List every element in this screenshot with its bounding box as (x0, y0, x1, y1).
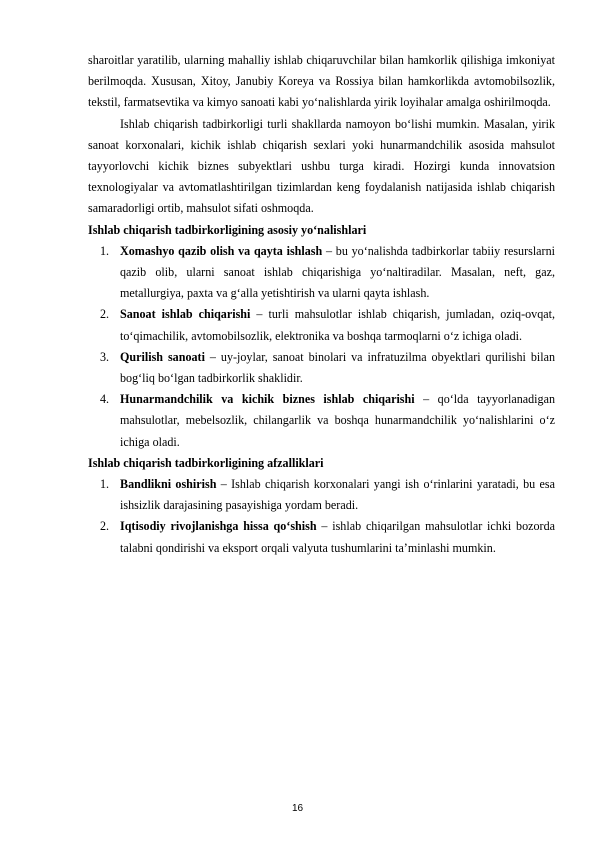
list-item (88, 304, 555, 346)
list-item (88, 474, 555, 516)
list-item-text: – uy-joylar, sanoat binolari va infratuzilma obyektlari qurilishi bilan bog‘liq bo‘lgan tadbirkorlik shaklidir. (120, 349, 555, 386)
list-item-term: Qurilish sanoati (120, 349, 205, 364)
list-item-term: Bandlikni oshirish (120, 477, 217, 492)
list-item (88, 389, 555, 453)
document-page (88, 50, 555, 559)
list-item-text: – bu yo‘nalishda tadbirkorlar tabiiy resurslarni qazib olib, ularni sanoat ishlab chiqarishiga yo‘naltiradilar. Masalan, neft, gaz, metallurgiya, paxta va g‘alla yetishtirish va ularni qayta ishlash. (120, 243, 555, 301)
list-item-term: Iqtisodiy rivojlanishga hissa qo‘shish (120, 519, 317, 534)
list-item (88, 347, 555, 389)
list-item-number: 2. (100, 307, 110, 322)
list-item-text: – Ishlab chiqarish korxonalari yangi ish o‘rinlarini yaratadi, bu esa ishsizlik darajasining pasayishiga yordam beradi. (120, 477, 555, 513)
paragraph-continuation: sharoitlar yaratilib, ularning mahalliy ishlab chiqaruvchilar bilan hamkorlik qilishiga imkoniyat berilmoqda. Xususan, Xitoy, Janubiy Koreya va Rossiya bilan hamkorlikda avtomobilsozlik, tekstil, farmatsevtika va kimyo sanoati kabi yo‘nalishlarda yirik loyihalar amalga oshirilmoqda. (88, 53, 555, 110)
list-item-number: 3. (100, 349, 110, 364)
section-heading-main-directions: Ishlab chiqarish tadbirkorligining asosiy yo‘nalishlari (88, 222, 367, 237)
paragraph-production-forms: Ishlab chiqarish tadbirkorligi turli shakllarda namoyon bo‘lishi mumkin. Masalan, yirik sanoat korxonalari, kichik ishlab chiqarish sexlari yoki hunarmandchilik asosida mahsulot tayyorlovchi kichik biznes subyektlari ushbu turga kiradi. Hozirgi kunda innovatsion texnologiyalar va avtomatlashtirilgan tizimlardan keng foydalanish natijasida ishlab chiqarish samaradorligi ortib, mahsulot sifati oshmoqda. (88, 116, 555, 216)
list-item (88, 241, 555, 305)
list-item-number: 1. (100, 477, 110, 492)
list-item-term: Sanoat ishlab chiqarishi (120, 307, 251, 322)
list-item-number: 2. (100, 519, 110, 534)
list-item-text: – turli mahsulotlar ishlab chiqarish, jumladan, oziq-ovqat, to‘qimachilik, avtomobilsozlik, elektronika va boshqa tarmoqlarni o‘z ichiga oladi. (120, 307, 555, 343)
advantages-list (88, 474, 555, 559)
main-directions-list (88, 241, 555, 453)
list-item-number: 4. (100, 392, 110, 407)
page-number: 16 (291, 803, 304, 814)
list-item-term: Xomashyo qazib olish va qayta ishlash (120, 243, 323, 258)
list-item-number: 1. (100, 243, 110, 258)
section-heading-advantages: Ishlab chiqarish tadbirkorligining afzalliklari (88, 455, 324, 470)
list-item-text: – ishlab chiqarilgan mahsulotlar ichki bozorda talabni qondirishi va eksport orqali valyuta tushumlarini ta’minlashi mumkin. (120, 519, 555, 555)
list-item-term: Hunarmandchilik va kichik biznes ishlab chiqarishi (120, 392, 415, 407)
list-item (88, 516, 555, 558)
list-item-text: – qo‘lda tayyorlanadigan mahsulotlar, mebelsozlik, chilangarlik va boshqa hunarmandchilik yo‘nalishlarini o‘z ichiga oladi. (120, 392, 555, 449)
